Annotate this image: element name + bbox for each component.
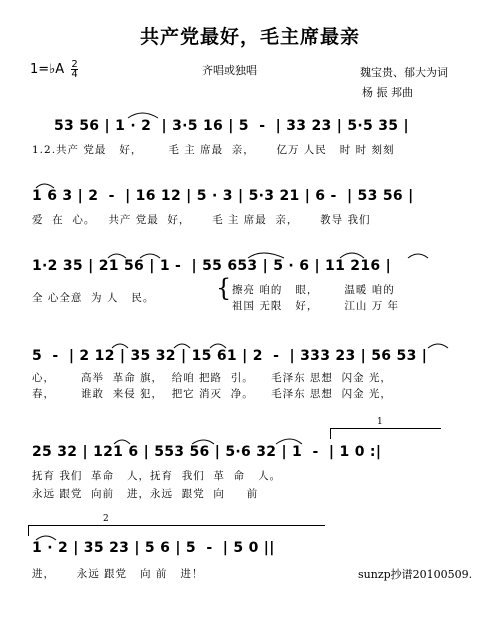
lyric-line-2: 永远 跟党 向前 进，永远 跟党 向 前 <box>32 488 259 500</box>
time-signature <box>71 60 77 79</box>
notes-line: 1 6 3 | 2 - | 16 12 | 5 · 3 | 5·3 21 | 6 - | 53 56 | <box>32 188 414 204</box>
notes-line: 5 - | 2 12 | 35 32 | 15 61 | 2 - | 333 23 | 56 53 | <box>32 348 428 364</box>
lyric-line-1: 1.2.共产 党最 好， 毛 主 席最 亲， 亿万 人民 时 时 刻刻 <box>32 144 395 156</box>
slur <box>428 344 448 348</box>
time-top: 2 <box>71 59 78 70</box>
lyric-line-1: 抚育 我们 革命 人，抚育 我们 革 命 人。 <box>32 470 282 482</box>
notes-line: 53 56 | 1 · 2 | 3·5 16 | 5 - | 33 23 | 5·5 35 | <box>54 118 409 134</box>
lyric-line-1: 全 心全意 为 人 民。 <box>32 292 155 304</box>
notes-line: 1 · 2 | 35 23 | 5 6 | 5 - | 5 0 || <box>32 540 275 556</box>
composer-credit: 杨 振 邦曲 <box>362 86 413 99</box>
performance-style: 齐唱或独唱 <box>202 64 257 77</box>
lyric-line-2: 春， 谁敢 来侵 犯， 把它 消灭 净。 毛泽东 思想 闪金 光， <box>32 388 392 400</box>
notes-line: 25 32 | 121 6 | 553 56 | 5·6 32 | 1 - | 1 0 :| <box>32 444 382 460</box>
volta-number: 2 <box>103 514 109 524</box>
lyric-line-1: 心， 高举 革命 旗， 给咱 把路 引。 毛泽东 思想 闪金 光， <box>32 372 392 384</box>
lyric-line-1: 爱 在 心。 共产 党最 好， 毛 主 席最 亲， 教导 我们 <box>32 214 371 226</box>
song-title: 共产党最好，毛主席最亲 <box>139 26 360 48</box>
verse-brace: { <box>216 274 232 302</box>
lyric-line-2: 擦亮 咱的 眼， 温暖 咱的 <box>232 284 395 296</box>
lyricist-credit: 魏宝贵、郁大为词 <box>360 66 448 79</box>
volta-number: 1 <box>377 417 383 427</box>
volta-bracket-2 <box>28 514 325 536</box>
time-bottom: 4 <box>71 69 78 80</box>
lyric-line-1: 进， 永远 跟党 向 前 进！ <box>32 568 204 580</box>
key-signature <box>30 60 78 79</box>
notes-line: 1·2 35 | 21 56 | 1 - | 55 653 | 5 · 6 | 11 216 | <box>32 258 391 274</box>
key-text: 1=♭A <box>30 62 65 77</box>
slur <box>408 254 428 258</box>
transcriber-credit: sunzp抄谱20100509. <box>358 568 473 581</box>
lyric-line-3: 祖国 无限 好， 江山 万 年 <box>232 300 400 312</box>
volta-bracket-1 <box>330 417 441 439</box>
